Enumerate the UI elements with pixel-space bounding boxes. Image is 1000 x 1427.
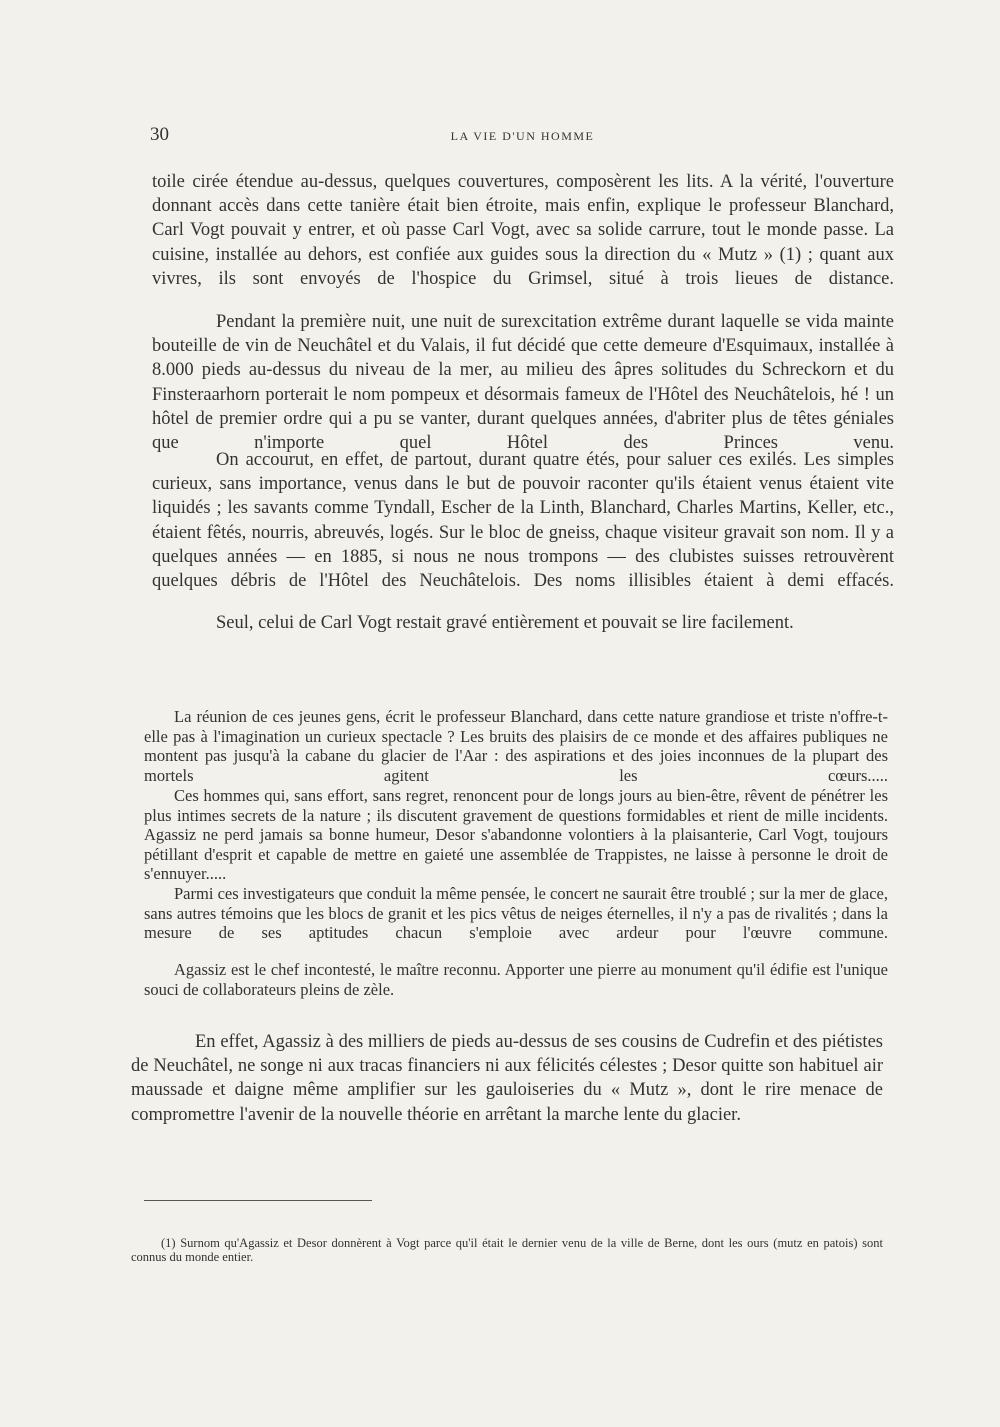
closing-paragraph: En effet, Agassiz à des milliers de pieds au-dessus de ses cousins de Cudrefin et des piétistes de Neuchâtel, ne songe ni aux tracas financiers ni aux félicités célestes ; Desor quitte son habituel air maussade et daigne même amplifier sur les gauloiseries du « Mutz », dont le rire menace de compromettre l'avenir de la nouvelle théorie en arrêtant la marche lente du glacier.	[131, 1032, 883, 1125]
quote-paragraph-1: La réunion de ces jeunes gens, écrit le professeur Blanchard, dans cette nature grandiose et triste n'offre-t-elle pas à l'imagination un curieux spectacle ? Les bruits des plaisirs de ce monde et des affaires publiques ne montent pas jusqu'à la cabane du glacier de l'Aar : des aspirations et des joies inconnues de la plupart des mortels agitent les cœurs.....	[144, 707, 888, 785]
paragraph-3: On accourut, en effet, de partout, durant quatre étés, pour saluer ces exilés. Les simples curieux, sans importance, venus dans le but de pouvoir raconter qu'ils étaient venus étaient vite liquidés ; les savants comme Tyndall, Escher de la Linth, Blanchard, Charles Martins, Keller, etc., étaient fêtés, nourris, abreuvés, logés. Sur le bloc de gneiss, chaque visiteur gravait son nom. Il y a quelques années — en 1885, si nous ne nous trompons — des clubistes suisses retrouvèrent quelques débris de l'Hôtel des Neuchâtelois. Des noms illisibles étaient à demi effacés.	[152, 450, 894, 592]
quote-paragraph-4: Agassiz est le chef incontesté, le maître reconnu. Apporter une pierre au monument qu'il édifie est l'unique souci de collaborateurs pleins de zèle.	[144, 960, 888, 999]
quote-paragraph-2: Ces hommes qui, sans effort, sans regret, renoncent pour de longs jours au bien-être, rêvent de pénétrer les plus intimes secrets de la nature ; ils discutent gravement de questions formidables et rient de mille incidents. Agassiz ne perd jamais sa bonne humeur, Desor s'abandonne volontiers à la plaisanterie, Carl Vogt, toujours pétillant d'esprit et capable de mettre en gaieté une assemblée de Trappistes, ne laisse à personne le droit de s'ennuyer.....	[144, 786, 888, 884]
quote-paragraph-3: Parmi ces investigateurs que conduit la même pensée, le concert ne saurait être troublé ; sur la mer de glace, sans autres témoins que les blocs de granit et les pics vêtus de neiges éternelles, il n'y a pas de rivalités ; dans la mesure de ses aptitudes chacun s'emploie avec ardeur pour l'œuvre commune.	[144, 884, 888, 943]
page-header	[150, 124, 895, 148]
paragraph-2: Pendant la première nuit, une nuit de surexcitation extrême durant laquelle se vida mainte bouteille de vin de Neuchâtel et du Valais, il fut décidé que cette demeure d'Esquimaux, installée à 8.000 pieds au-dessus du niveau de la mer, au milieu des âpres solitudes du Schreckorn et du Finsteraarhorn porterait le nom pompeux et désormais fameux de l'Hôtel des Neuchâtelois, hé ! un hôtel de premier ordre qui a pu se vanter, durant quelques années, d'abriter plus de têtes géniales que n'importe quel Hôtel des Princes venu.	[152, 312, 894, 454]
page-number: 30	[150, 124, 169, 145]
paragraph-1: toile cirée étendue au-dessus, quelques couvertures, composèrent les lits. A la vérité, l'ouverture donnant accès dans cette tanière était bien étroite, mais enfin, explique le professeur Blanchard, Carl Vogt pouvait y entrer, et où passe Carl Vogt, avec sa solide carrure, tout le monde passe. La cuisine, installée au dehors, est confiée aux guides sous la direction du « Mutz » (1) ; quant aux vivres, ils sont envoyés de l'hospice du Grimsel, situé à trois lieues de distance.	[152, 172, 894, 289]
running-title: LA VIE D'UN HOMME	[450, 129, 595, 143]
footnote-rule	[144, 1200, 372, 1201]
footnote: (1) Surnom qu'Agassiz et Desor donnèrent à Vogt parce qu'il était le dernier venu de la ville de Berne, dont les ours (mutz en patois) sont connus du monde entier.	[131, 1236, 883, 1264]
paragraph-4: Seul, celui de Carl Vogt restait gravé entièrement et pouvait se lire facilement.	[216, 613, 794, 633]
